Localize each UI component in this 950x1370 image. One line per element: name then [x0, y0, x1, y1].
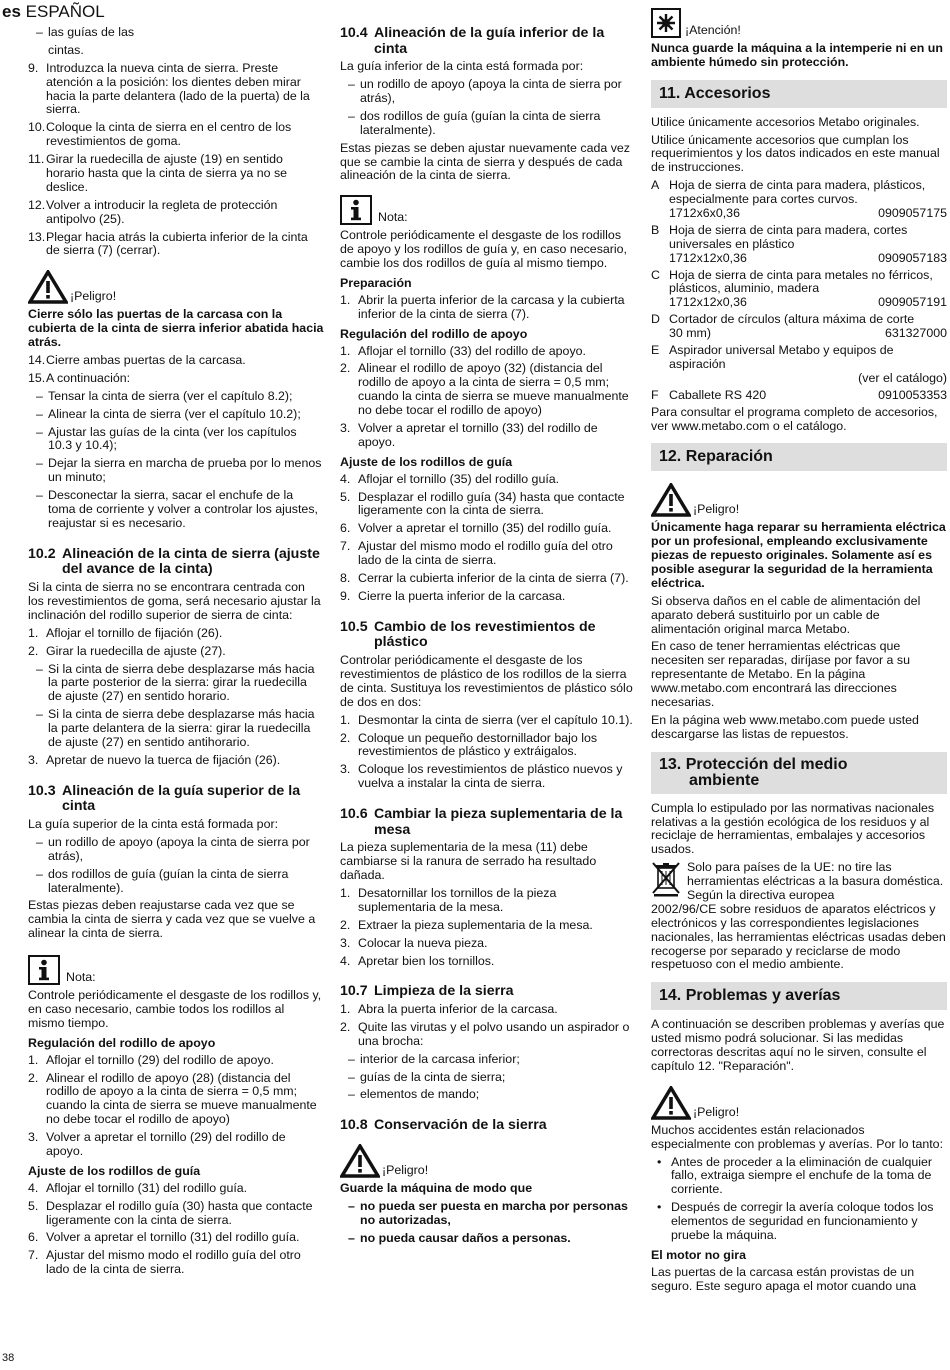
danger-label: ¡Peligro!	[70, 289, 117, 304]
section-heading-11: 11. Accesorios	[651, 80, 947, 108]
accessory-code: 0909057183	[878, 250, 947, 265]
section-heading-10-5: 10.5 Cambio de los revestimientos de plástico	[340, 618, 596, 651]
danger-warning	[651, 1086, 947, 1120]
step-list	[28, 62, 324, 259]
item-text: Aflojar el tornillo (33) del rodillo de apoyo.	[358, 343, 586, 358]
dash-marker: –	[348, 108, 355, 123]
list-item	[28, 708, 324, 750]
dash-list	[340, 78, 635, 138]
list-item	[340, 522, 635, 536]
paragraph: Controlar periódicamente el desgaste de los revestimientos de plástico de los rodillos de la sierra de cinta. Sustituya los revestimientos de plástico sólo de dos en dos:	[340, 653, 633, 709]
dash-marker: –	[36, 707, 43, 722]
section-heading-10-8: 10.8 Conservación de la sierra	[340, 1117, 547, 1134]
paragraph: En la página web www.metabo.com puede usted descargarse las listas de repuestos.	[651, 712, 919, 741]
note-text: Controle periódicamente el desgaste de los rodillos y, en caso necesario, cambie todos los rodillos al mismo tiempo.	[28, 988, 322, 1030]
item-number: 2.	[28, 1070, 39, 1085]
item-text: Abra la puerta inferior de la carcasa.	[358, 1002, 558, 1017]
accessory-order-line	[669, 327, 947, 341]
item-text: Antes de proceder a la eliminación de cualquier fallo, extraiga siempre el enchufe de la toma de corriente.	[671, 1154, 933, 1197]
item-text: Volver a apretar el tornillo (35) del rodillo guía.	[358, 521, 612, 536]
list-item	[340, 491, 635, 519]
accessory-body	[669, 389, 947, 403]
item-text: Abrir la puerta inferior de la carcasa y la cubierta inferior de la cinta de sierra (7).	[358, 292, 625, 321]
list-item: 14. Cierre ambas puertas de la carcasa.	[28, 353, 246, 368]
item-number: 1.	[340, 1002, 351, 1017]
item-text: dos rodillos de guía (guían la cinta de sierra lateralmente).	[48, 866, 289, 895]
dash-marker: –	[36, 488, 43, 503]
warning-triangle-icon	[651, 1086, 691, 1120]
paragraph: Si la cinta de sierra no se encontrara centrada con los revestimientos de goma, será necesario ajustar la inclinación del rodillo superior de sierra de cinta:	[28, 580, 321, 622]
list-item	[28, 121, 324, 149]
item-text: interior de la carcasa inferior;	[360, 1051, 520, 1066]
step-list	[340, 1003, 635, 1049]
column-3	[651, 8, 947, 1298]
paragraph: La pieza suplementaria de la mesa (11) debe cambiarse si la ranura de serrado ha resultado dañada.	[340, 840, 597, 883]
item-number: 13.	[28, 229, 46, 244]
subheading: Regulación del rodillo de apoyo	[340, 326, 528, 341]
section-heading-10-7: 10.7 Limpieza de la sierra	[340, 983, 514, 1000]
item-text: Coloque los revestimientos de plástico nuevos y vuelva a instalar la cinta de sierra.	[358, 762, 623, 791]
accessory-spec: 1712x12x0,36	[669, 295, 747, 310]
list-item	[340, 540, 635, 568]
item-text: guías de la cinta de sierra;	[360, 1069, 506, 1084]
accessory-code: (ver el catálogo)	[858, 370, 947, 385]
item-text: no pueda causar daños a personas.	[360, 1230, 571, 1245]
item-number: 4.	[340, 953, 351, 968]
list-item	[28, 1072, 324, 1128]
item-number: 7.	[28, 1248, 39, 1263]
item-number: 5.	[340, 489, 351, 504]
danger-warning	[340, 1144, 635, 1178]
section-heading-10-4: 10.4 Alineación de la guía inferior de la cinta	[340, 25, 605, 57]
item-number: 2.	[340, 730, 351, 745]
note	[28, 955, 324, 985]
item-number: 3.	[340, 935, 351, 950]
accessory-description: Hoja de sierra de cinta para madera, plásticos, especialmente para cortes curvos.	[669, 178, 926, 207]
accessory-item	[651, 224, 947, 266]
section-heading-14: 14. Problemas y averías	[651, 982, 947, 1010]
accessory-code: 0909057175	[878, 206, 947, 221]
item-text: Desplazar el rodillo guía (30) hasta que contacte ligeramente con la cinta de sierra.	[46, 1198, 313, 1227]
list-item	[28, 231, 324, 259]
item-text: Tensar la cinta de sierra (ver el capítulo 8.2);	[48, 388, 293, 403]
step-list	[28, 1054, 324, 1159]
bullet-marker: •	[657, 1154, 662, 1169]
item-text: Alinear el rodillo de apoyo (32) (distancia del rodillo de apoyo a la cinta de sierra = 0,5 mm; cuando la cinta de sierra se mueve manualmente no debe tocar el rodillo de apoyo)	[358, 361, 629, 418]
step-list	[340, 294, 635, 322]
accessory-body	[669, 269, 947, 311]
danger-label: ¡Peligro!	[693, 502, 740, 517]
warning-triangle-icon	[651, 483, 691, 517]
list-item	[340, 422, 635, 450]
list-item	[28, 153, 324, 195]
accessory-item	[651, 389, 947, 403]
column-2	[340, 26, 635, 1250]
paragraph: cintas.	[48, 42, 84, 57]
dash-list	[340, 1200, 635, 1246]
accessory-description: Cortador de círculos (altura máxima de corte	[669, 312, 915, 327]
list-item	[340, 1232, 635, 1246]
attention-text: Nunca guarde la máquina a la intemperie ni en un ambiente húmedo sin protección.	[651, 41, 943, 69]
item-number: 5.	[28, 1198, 39, 1213]
list-item: – las guías de las	[36, 25, 135, 39]
language-code: es	[2, 2, 21, 21]
item-text: Cierre la puerta inferior de la carcasa.	[358, 588, 566, 603]
paragraph: La guía inferior de la cinta está formada por:	[340, 59, 584, 74]
dash-marker: –	[36, 866, 43, 881]
attention-label: ¡Atención!	[685, 23, 741, 38]
list-item	[28, 663, 324, 705]
item-text: Coloque la cinta de sierra en el centro de los revestimientos de goma.	[46, 120, 292, 149]
accessory-spec: Caballete RS 420	[669, 387, 767, 402]
item-text: Cerrar la cubierta inferior de la cinta de sierra (7).	[358, 571, 629, 586]
item-number: 1.	[28, 1052, 39, 1067]
step-list	[28, 627, 324, 659]
paragraph: La guía superior de la cinta está formada por:	[28, 816, 279, 831]
bullet-item	[651, 1201, 947, 1243]
item-text: Volver a introducir la regleta de protección antipolvo (25).	[46, 197, 278, 226]
accessory-letter: D	[651, 312, 660, 327]
paragraph: 2002/96/CE sobre residuos de aparatos eléctricos y electrónicos y las correspondientes legislaciones nacionales, las herramientas eléctricas usadas deben recogerse por separado y reciclarse de modo respetuoso con el medio ambiente.	[651, 901, 946, 972]
item-number: 4.	[28, 1180, 39, 1195]
item-text: Ajustar las guías de la cinta (ver los capítulos 10.3 y 10.4);	[48, 424, 297, 453]
item-text: Alinear el rodillo de apoyo (28) (distancia del rodillo de apoyo a la cinta de sierra = 0,5 mm; cuando la cinta de sierra se mueve manualmente no debe tocar el rodillo de apoyo)	[46, 1070, 317, 1127]
info-icon	[340, 195, 372, 225]
list-item	[340, 955, 635, 969]
list-item	[28, 1131, 324, 1159]
dash-marker: –	[36, 388, 43, 403]
item-text: Después de corregir la avería coloque todos los elementos de seguridad en funcionamiento y pruebe la máquina.	[671, 1200, 934, 1243]
danger-label: ¡Peligro!	[693, 1104, 740, 1119]
item-text: Girar la ruedecilla de ajuste (19) en sentido horario hasta que la cinta de sierra ya no se deslice.	[46, 152, 288, 194]
attention-warning	[651, 8, 947, 38]
accessory-item	[651, 269, 947, 311]
dash-list	[28, 663, 324, 750]
dash-list	[28, 390, 324, 531]
item-text: Aflojar el tornillo (31) del rodillo guía.	[46, 1180, 248, 1195]
item-text: un rodillo de apoyo (apoya la cinta de sierra por atrás),	[360, 77, 622, 105]
item-number: 4.	[340, 471, 351, 486]
warning-triangle-icon	[28, 270, 68, 304]
item-number: 6.	[28, 1230, 39, 1245]
language-title: ESPAÑOL	[25, 2, 105, 21]
info-icon	[28, 955, 60, 985]
paragraph: Si observa daños en el cable de alimentación del aparato deberá sustituirlo por un cable de alimentación original marca Metabo.	[651, 593, 921, 636]
item-number: 10.	[28, 120, 46, 135]
list-item	[28, 390, 324, 404]
item-text: Aflojar el tornillo (35) del rodillo guía.	[358, 471, 560, 486]
accessory-letter: C	[651, 267, 660, 282]
list-item: 3. Apretar de nuevo la tuerca de fijación (26).	[28, 752, 281, 767]
paragraph: Estas piezas se deben ajustar nuevamente cada vez que se cambie la cinta de sierra y después de cada alineación de la cinta de sierra.	[340, 140, 630, 183]
paragraph: Muchos accidentes están relacionados especialmente con problemas y averías. Por lo tanto:	[651, 1122, 944, 1151]
list-item	[340, 937, 635, 951]
accessory-body	[669, 313, 947, 341]
list-item	[28, 457, 324, 485]
list-item	[28, 199, 324, 227]
item-number: 3.	[340, 762, 351, 777]
item-number: 12.	[28, 197, 46, 212]
note-label: Nota:	[378, 210, 408, 225]
list-item	[340, 1003, 635, 1017]
accessory-order-line	[669, 296, 947, 310]
item-text: Aflojar el tornillo de fijación (26).	[46, 625, 223, 640]
item-text: Extraer la pieza suplementaria de la mesa.	[358, 917, 593, 932]
item-text: Desatornillar los tornillos de la pieza suplementaria de la mesa.	[358, 885, 557, 914]
dash-marker: –	[348, 1198, 355, 1213]
item-text: Dejar la sierra en marcha de prueba por lo menos un minuto;	[48, 456, 322, 485]
warning-triangle-icon	[340, 1144, 380, 1178]
paragraph: En caso de tener herramientas eléctricas que necesiten ser reparadas, diríjase por favor a su representante de Metabo. En la página www.metabo.com encontrará las direcciones necesarias.	[651, 639, 910, 709]
bullet-marker: •	[657, 1200, 662, 1215]
subheading: Regulación del rodillo de apoyo	[28, 1035, 216, 1050]
list-item	[28, 1249, 324, 1277]
item-text: no pueda ser puesta en marcha por personas no autorizadas,	[360, 1198, 628, 1227]
weee-block	[651, 861, 947, 903]
list-item: 15. A continuación:	[28, 370, 131, 385]
item-text: Si la cinta de sierra debe desplazarse más hacia la parte posterior de la sierra: girar la ruedecilla de ajuste (27) en sentido horario.	[48, 661, 315, 704]
list-item	[28, 489, 324, 531]
item-number: 3.	[340, 421, 351, 436]
item-number: 2.	[28, 643, 39, 658]
dash-marker: –	[36, 834, 43, 849]
item-number: 11.	[28, 152, 45, 167]
dash-marker: –	[36, 406, 43, 421]
item-number: 2.	[340, 361, 351, 376]
step-list	[340, 473, 635, 604]
accessory-body	[669, 179, 947, 221]
item-text: un rodillo de apoyo (apoya la cinta de sierra por atrás),	[48, 834, 310, 863]
dash-list	[28, 836, 324, 896]
list-item	[28, 1054, 324, 1068]
item-text: Si la cinta de sierra debe desplazarse más hacia la parte delantera de la sierra: girar la ruedecilla de ajuste (27) en sentido antihorario.	[48, 707, 315, 749]
dash-marker: –	[348, 1069, 355, 1084]
item-text: elementos de mando;	[360, 1087, 480, 1102]
paragraph: Utilice únicamente accesorios que cumplan los requerimientos y los datos indicados en este manual de instrucciones.	[651, 132, 940, 175]
accessory-order-line	[669, 372, 947, 386]
accessory-item	[651, 179, 947, 221]
accessory-code: 0909057191	[878, 295, 947, 310]
list-item	[340, 887, 635, 915]
item-text: Volver a apretar el tornillo (33) del rodillo de apoyo.	[358, 421, 598, 449]
paragraph: Estas piezas deben reajustarse cada vez que se cambia la cinta de sierra y cada vez que se vuelve a alinear la cinta de sierra.	[28, 898, 316, 941]
list-item	[340, 1071, 635, 1085]
paragraph: Cumpla lo estipulado por las normativas nacionales relativas a la gestión ecológica de los residuos y al reciclaje de herramientas, embalajes y accesorios usados.	[651, 800, 935, 857]
accessory-spec: 30 mm)	[669, 326, 711, 341]
list-item	[340, 1021, 635, 1049]
dash-marker: –	[348, 1230, 355, 1245]
item-text: Volver a apretar el tornillo (29) del rodillo de apoyo.	[46, 1130, 286, 1158]
list-item	[28, 1182, 324, 1196]
item-text: Aflojar el tornillo (29) del rodillo de apoyo.	[46, 1052, 274, 1067]
weee-text: Solo para países de la UE: no tire las herramientas eléctricas a la basura doméstica. Según la directiva europea	[687, 860, 944, 902]
list-item	[28, 62, 324, 118]
list-item	[340, 1053, 635, 1067]
list-item	[340, 763, 635, 791]
list-item	[340, 572, 635, 586]
list-item	[28, 645, 324, 659]
subheading: Ajuste de los rodillos de guía	[28, 1163, 201, 1178]
item-text: Desmontar la cinta de sierra (ver el capítulo 10.1).	[358, 712, 633, 727]
section-heading-10-2: 10.2 Alineación de la cinta de sierra (ajuste del avance de la cinta)	[28, 545, 320, 578]
note	[340, 195, 635, 225]
dash-marker: –	[348, 77, 355, 92]
accessory-item	[651, 313, 947, 341]
list-item	[340, 1200, 635, 1228]
item-text: Quite las virutas y el polvo usando un aspirador o una brocha:	[358, 1019, 630, 1048]
item-number: 1.	[340, 712, 351, 727]
item-number: 2.	[340, 1019, 351, 1034]
item-number: 6.	[340, 521, 351, 536]
list-item	[340, 919, 635, 933]
list-item	[340, 714, 635, 728]
list-item	[28, 426, 324, 454]
item-text: Coloque un pequeño destornillador bajo los revestimientos de plástico y extráigalos.	[358, 730, 598, 759]
list-item	[340, 473, 635, 487]
danger-warning	[28, 270, 324, 304]
accessory-spec: 1712x6x0,36	[669, 206, 740, 221]
dash-list	[340, 1053, 635, 1103]
paragraph: A continuación se describen problemas y averías que usted mismo podrá solucionar. Si las medidas correctoras descritas aquí no le sirven, consulte el capítulo 12. "Reparación".	[651, 1017, 945, 1073]
danger-label: ¡Peligro!	[382, 1163, 429, 1178]
accessory-order-line	[669, 389, 947, 403]
section-heading-12: 12. Reparación	[651, 443, 947, 471]
item-text: Ajustar del mismo modo el rodillo guía del otro lado de la cinta de sierra.	[46, 1248, 301, 1277]
column-1	[28, 26, 324, 1281]
list-item	[28, 408, 324, 422]
danger-text: Cierre sólo las puertas de la carcasa con la cubierta de la cinta de sierra inferior abatida hacia atrás.	[28, 307, 324, 350]
attention-icon	[651, 8, 681, 38]
accessory-letter: F	[651, 387, 659, 402]
step-list	[340, 887, 635, 968]
list-item	[28, 1231, 324, 1245]
note-label: Nota:	[66, 970, 96, 985]
list-item	[28, 868, 324, 896]
item-text: Alinear la cinta de sierra (ver el capítulo 10.2);	[48, 406, 301, 421]
list-item	[340, 590, 635, 604]
list-item	[340, 1088, 635, 1102]
item-text: Introduzca la nueva cinta de sierra. Preste atención a la posición: los dientes deben mirar hacia la parte delantera (lado de la puerta) de la sierra.	[46, 60, 310, 117]
danger-text: Únicamente haga reparar su herramienta eléctrica por un profesional, empleando exclusivamente piezas de repuesto originales. Solamente así es posible asegurar la seguridad de la herramienta eléctrica.	[651, 520, 946, 590]
page-header	[2, 2, 105, 21]
item-text: Plegar hacia atrás la cubierta inferior de la cinta de sierra (7) (cerrar).	[46, 229, 308, 258]
item-text: Colocar la nueva pieza.	[358, 935, 488, 950]
list-item	[28, 836, 324, 864]
accessory-order-line	[669, 207, 947, 221]
item-number: 1.	[340, 292, 351, 307]
accessory-code: 631327000	[884, 326, 947, 341]
crossed-bin-icon	[651, 861, 687, 903]
item-number: 8.	[340, 571, 351, 586]
list-item	[340, 362, 635, 418]
accessory-description: Aspirador universal Metabo y equipos de aspiración	[669, 343, 894, 371]
dash-marker: –	[36, 661, 43, 676]
paragraph: Para consultar el programa completo de accesorios, ver www.metabo.com o el catálogo.	[651, 404, 938, 433]
danger-warning	[651, 483, 947, 517]
section-heading-10-6: 10.6 Cambiar la pieza suplementaria de la mesa	[340, 806, 623, 838]
accessory-list	[651, 179, 947, 402]
accessory-letter: B	[651, 222, 660, 237]
subheading: El motor no gira	[651, 1247, 746, 1262]
section-heading-13: 13. Protección del medio ambiente	[651, 752, 947, 794]
item-text: Apretar bien los tornillos.	[358, 953, 495, 968]
subheading: Ajuste de los rodillos de guía	[340, 454, 513, 469]
paragraph: Utilice únicamente accesorios Metabo originales.	[651, 114, 920, 129]
accessory-item	[651, 344, 947, 386]
item-number: 3.	[28, 1130, 39, 1145]
page-number: 38	[2, 1352, 15, 1364]
accessory-description: Hoja de sierra de cinta para madera, cortes universales en plástico	[669, 222, 908, 251]
list-item	[340, 732, 635, 760]
item-text: dos rodillos de guía (guían la cinta de sierra lateralmente).	[360, 108, 601, 137]
item-text: Ajustar del mismo modo el rodillo guía del otro lado de la cinta de sierra.	[358, 539, 613, 568]
paragraph: Guarde la máquina de modo que	[340, 1180, 533, 1195]
list-item	[340, 345, 635, 359]
list-item	[340, 78, 635, 106]
item-text: Volver a apretar el tornillo (31) del rodillo guía.	[46, 1230, 300, 1245]
item-number: 1.	[340, 885, 351, 900]
dash-marker: –	[36, 456, 43, 471]
step-list	[340, 714, 635, 791]
item-number: 9.	[28, 60, 39, 75]
item-text: Desplazar el rodillo guía (34) hasta que contacte ligeramente con la cinta de sierra.	[358, 489, 625, 518]
accessory-letter: A	[651, 178, 660, 193]
list-item	[28, 1200, 324, 1228]
bullet-item	[651, 1156, 947, 1198]
accessory-order-line	[669, 252, 947, 266]
dash-marker: –	[348, 1051, 355, 1066]
item-number: 7.	[340, 539, 351, 554]
item-number: 1.	[28, 625, 39, 640]
list-item	[340, 294, 635, 322]
bullet-list	[651, 1156, 947, 1243]
list-item	[28, 627, 324, 641]
accessory-letter: E	[651, 343, 660, 358]
accessory-description: Hoja de sierra de cinta para metales no férricos, plásticos, aluminio, madera	[669, 267, 933, 296]
step-list	[340, 345, 635, 450]
step-list	[28, 1182, 324, 1277]
section-heading-10-3: 10.3 Alineación de la guía superior de la cinta	[28, 782, 301, 815]
item-number: 9.	[340, 588, 351, 603]
item-number: 1.	[340, 343, 351, 358]
accessory-body	[669, 344, 947, 386]
item-number: 2.	[340, 917, 351, 932]
item-text: Girar la ruedecilla de ajuste (27).	[46, 643, 226, 658]
accessory-spec: 1712x12x0,36	[669, 250, 747, 265]
accessory-body	[669, 224, 947, 266]
dash-marker: –	[36, 424, 43, 439]
subheading: Preparación	[340, 276, 412, 291]
item-text: Desconectar la sierra, sacar el enchufe de la toma de corriente y volver a controlar los ajustes, reajustar si es necesario.	[48, 488, 318, 530]
paragraph: Las puertas de la carcasa están provistas de un seguro. Este seguro apaga el motor cuando una	[651, 1264, 917, 1293]
dash-marker: –	[348, 1087, 355, 1102]
accessory-code: 0910053353	[878, 387, 947, 402]
list-item	[340, 110, 635, 138]
note-text: Controle periódicamente el desgaste de los rodillos de apoyo y los rodillos de guía y, en caso necesario, cambie los dos rodillos de guía al mismo tiempo.	[340, 228, 627, 271]
